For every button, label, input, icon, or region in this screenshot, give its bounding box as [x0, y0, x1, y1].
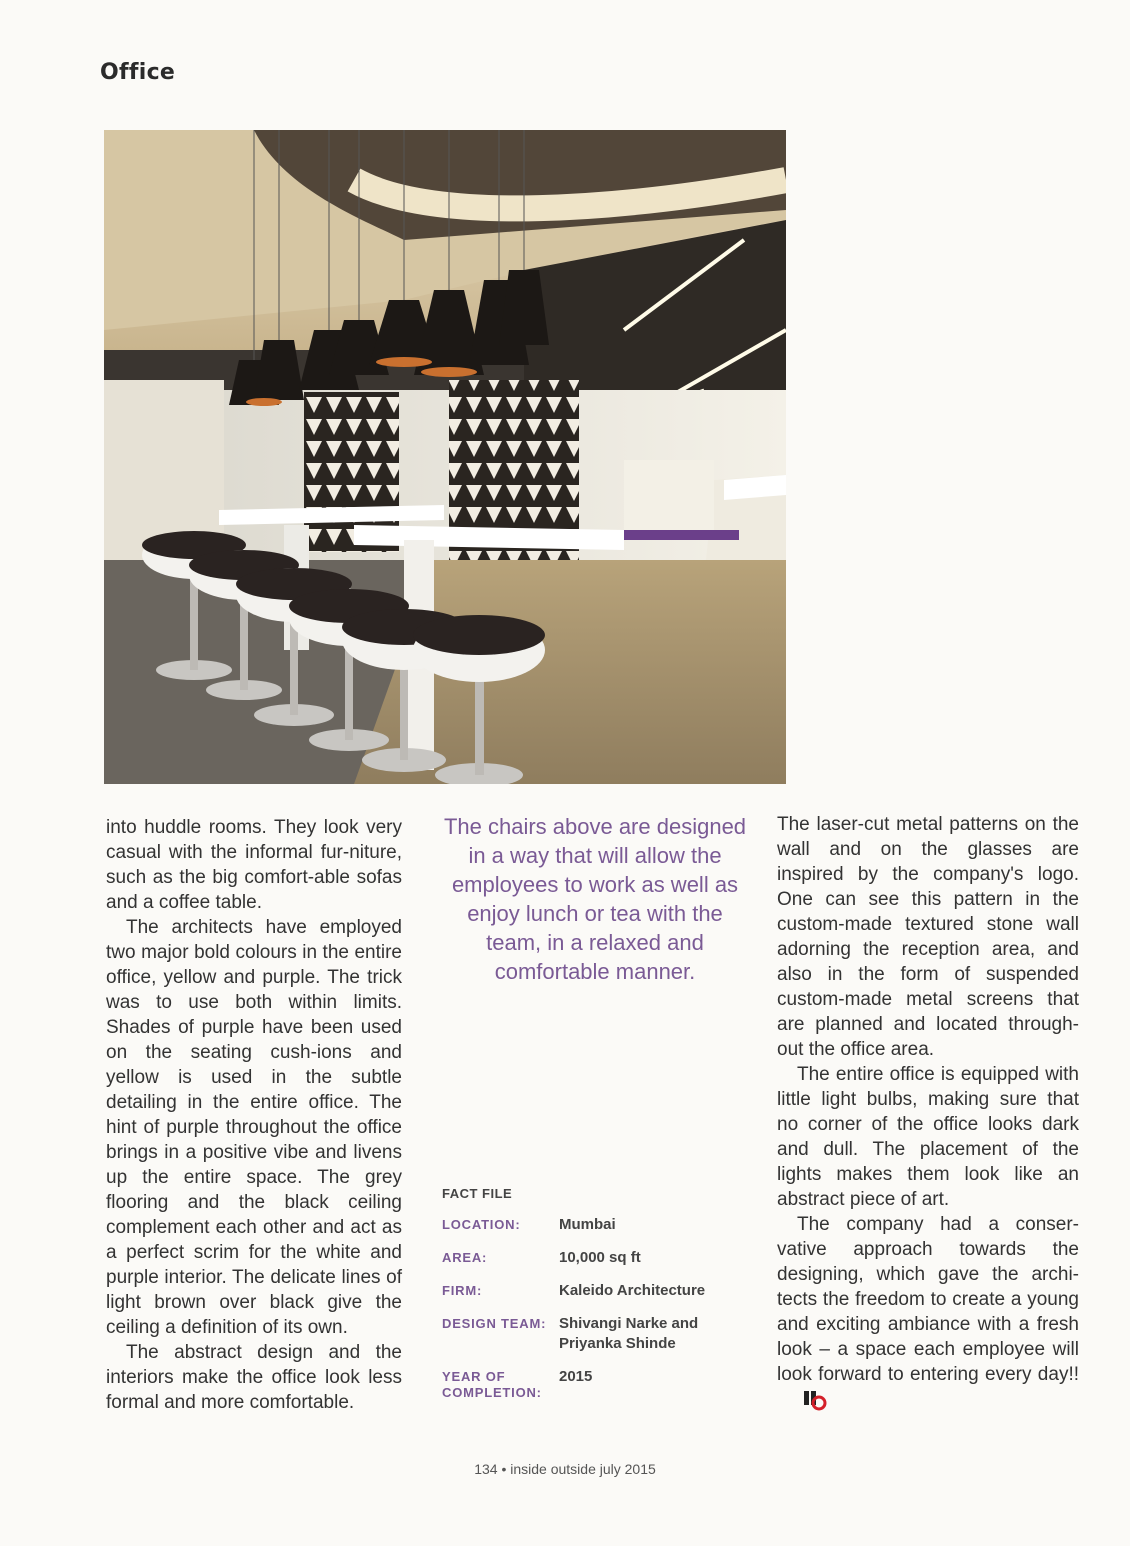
right-paragraph-1: The laser-cut metal patterns on the wall and on the glasses are inspired by the company's logo. One can see this pattern in the custom-made textured stone wall adorning the reception area, and also in the form of suspended custom-made metal screens that are planned and located through-out the office area.	[777, 814, 1079, 1060]
io-logo-end-mark-icon	[783, 1389, 807, 1411]
left-paragraph-2: The architects have employed two major bold colours in the entire office, yellow and purple. The trick was to use both within limits. Shades of purple have been used on the seating cush-ions and yellow is used in the subtle detailing in the entire office. The hint of purple throughout the office brings in a positive vibe and livens up the entire space. The grey flooring and the black ceiling complement each other and act as a perfect scrim for the white and purple interior. The delicate lines of light brown over black give the ceiling a definition of its own.	[106, 917, 402, 1338]
fact-label: YEAR OF COMPLETION:	[442, 1369, 542, 1400]
left-paragraph-3: The abstract design and the interiors make the office look less formal and more comfortable.	[106, 1342, 402, 1413]
section-label: Office	[100, 60, 176, 85]
right-column	[777, 812, 1079, 1412]
fact-value: Mumbai	[559, 1216, 616, 1233]
right-paragraph-3-text: The company had a conser-vative approach towards the designing, which gave the archi-tects the freedom to create a young and exciting ambiance with a fresh look – a space each employee will look forward to entering every day!!	[777, 1214, 1079, 1385]
right-paragraph-3	[777, 1212, 1079, 1412]
page-footer: 134 • inside outside july 2015	[474, 1461, 656, 1477]
left-column	[106, 815, 402, 1415]
right-paragraph-2: The entire office is equipped with little light bulbs, making sure that no corner of the office looks dark and dull. The placement of the lights makes them look like an abstract piece of art.	[777, 1064, 1079, 1210]
fact-label: FIRM:	[442, 1283, 483, 1298]
fact-value: 2015	[559, 1368, 593, 1385]
fact-row-year	[442, 1367, 752, 1401]
fact-value: Shivangi Narke and Priyanka Shinde	[559, 1315, 699, 1352]
left-paragraph-1: into huddle rooms. They look very casual with the informal fur-niture, such as the big comfort-able sofas and a coffee table.	[106, 817, 402, 913]
fact-value: 10,000 sq ft	[559, 1249, 641, 1266]
office-cafeteria-photo	[104, 130, 786, 784]
fact-label: DESIGN TEAM:	[442, 1316, 547, 1331]
fact-file	[442, 1186, 752, 1414]
fact-row-design-team	[442, 1314, 752, 1354]
fact-row-location	[442, 1215, 752, 1235]
fact-row-area	[442, 1248, 752, 1268]
pull-quote: The chairs above are designed in a way that will allow the employees to work as well as enjoy lunch or tea with the team, in a relaxed and comfortable manner.	[443, 814, 747, 984]
fact-label: AREA:	[442, 1250, 488, 1265]
fact-file-title: FACT FILE	[442, 1186, 513, 1201]
fact-row-firm	[442, 1281, 752, 1301]
photo-illustration	[104, 130, 786, 784]
fact-value: Kaleido Architecture	[559, 1282, 706, 1299]
fact-label: LOCATION:	[442, 1217, 521, 1232]
